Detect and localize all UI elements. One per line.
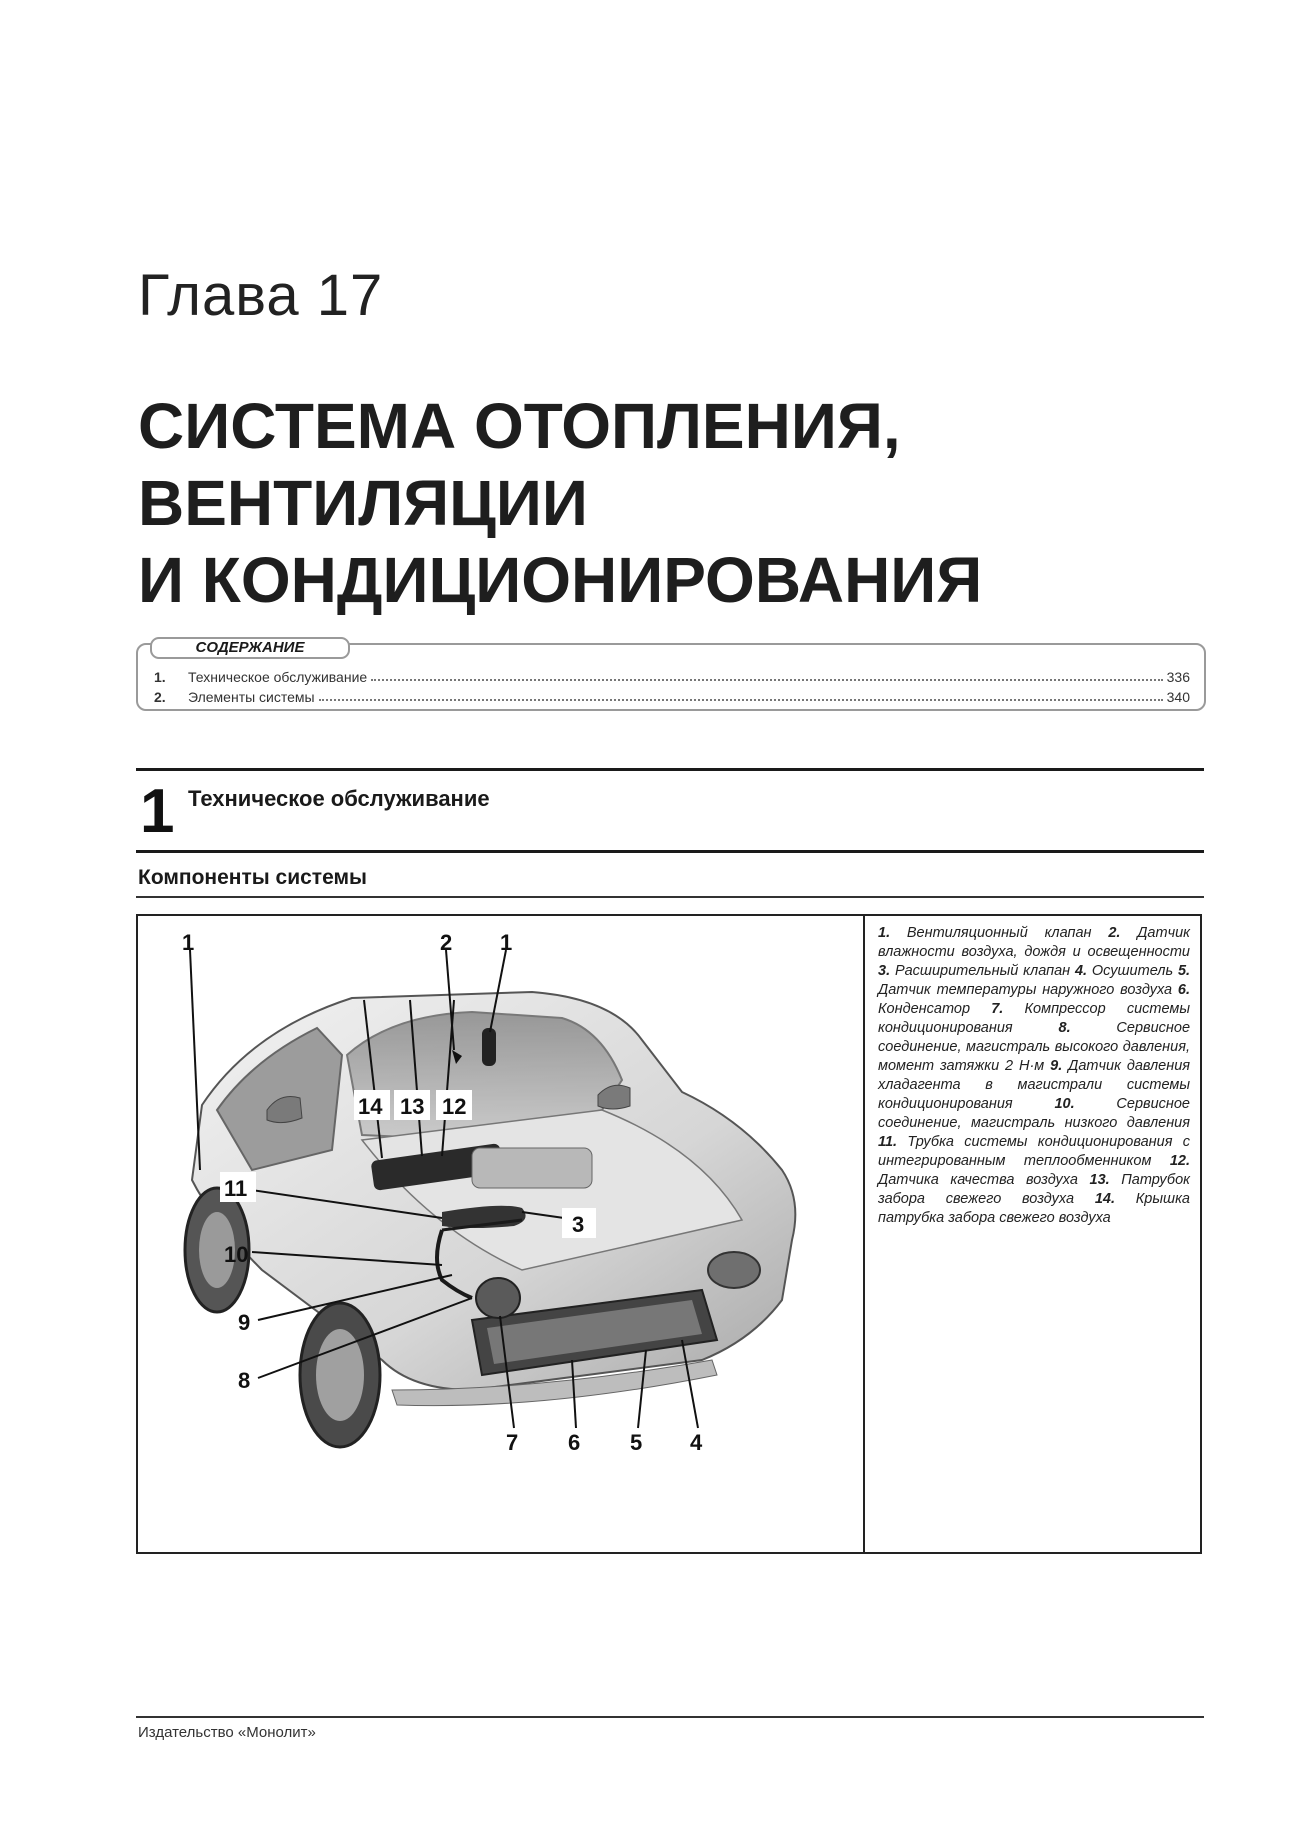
figure-box [136, 914, 1202, 1554]
toc-entry[interactable] [154, 685, 1190, 705]
legend-number: 9. [1050, 1058, 1063, 1074]
car-diagram [142, 920, 860, 1548]
callout-label: 4 [690, 1430, 703, 1455]
callout-label: 6 [568, 1430, 581, 1455]
legend-text: Датчик влажности воздуха, дождя и освещенности [878, 925, 1190, 960]
legend-number: 14. [1094, 1191, 1115, 1207]
legend-number: 3. [878, 963, 891, 979]
legend-number: 4. [1074, 963, 1088, 979]
section-number: 1 [140, 777, 175, 846]
section-title: Техническое обслуживание [188, 786, 490, 811]
chapter-number: Глава 17 [138, 263, 384, 328]
callout-label: 14 [358, 1094, 383, 1119]
toc-entry-page: 340 [1166, 689, 1190, 705]
chapter-title-line: ВЕНТИЛЯЦИИ [138, 467, 588, 539]
toc-entry-page: 336 [1166, 669, 1190, 685]
figure-divider [863, 916, 865, 1552]
section-rule-bottom [136, 850, 1204, 853]
legend-number: 2. [1108, 925, 1121, 941]
chapter-title-line: И КОНДИЦИОНИРОВАНИЯ [138, 544, 983, 616]
subsection-rule [136, 896, 1204, 898]
legend-number: 7. [991, 1001, 1004, 1017]
contents-heading: СОДЕРЖАНИЕ [150, 637, 350, 659]
figure-legend [878, 924, 1190, 1228]
toc-entry-label: Элементы системы [188, 689, 315, 705]
subsection-heading: Компоненты системы [138, 866, 367, 889]
callout-label: 8 [238, 1368, 251, 1393]
callout-label: 13 [400, 1094, 425, 1119]
toc-entry-number: 2. [154, 689, 166, 705]
legend-text: Крышка патрубка забора свежего воздуха [878, 1191, 1190, 1226]
legend-number: 13. [1089, 1172, 1110, 1188]
legend-number: 8. [1058, 1020, 1071, 1036]
toc-leader-dots [319, 699, 1163, 701]
callout-label: 2 [440, 930, 453, 955]
callout-label: 3 [572, 1212, 585, 1237]
callout-label: 9 [238, 1310, 251, 1335]
legend-text: Датчика качества воздуха [878, 1172, 1078, 1188]
legend-number: 1. [878, 925, 891, 941]
callout-label: 11 [224, 1176, 248, 1201]
callout-label: 10 [224, 1242, 249, 1267]
legend-text: Сервисное соединение, магистраль высокого давления, момент затяжки 2 Н·м [878, 1020, 1191, 1074]
legend-number: 12. [1169, 1153, 1191, 1169]
callout-label: 1 [500, 930, 513, 955]
section-rule-top [136, 768, 1204, 771]
legend-number: 10. [1054, 1096, 1075, 1112]
legend-number: 11. [878, 1134, 898, 1150]
legend-text: Вентиляционный клапан [906, 925, 1092, 941]
callout-label: 12 [442, 1094, 467, 1119]
legend-text: Осушитель [1091, 963, 1174, 979]
legend-number: 5. [1177, 963, 1191, 979]
legend-text: Компрессор системы кондиционирования [878, 1001, 1190, 1036]
callout-label: 7 [506, 1430, 519, 1455]
chapter-title [138, 388, 982, 619]
legend-text: Патрубок забора свежего воздуха [878, 1172, 1190, 1207]
legend-text: Датчик температуры наружного воздуха [878, 982, 1173, 998]
legend-text: Расширительный клапан [894, 963, 1071, 979]
publisher-footer: Издательство «Монолит» [138, 1724, 316, 1741]
legend-number: 6. [1177, 982, 1190, 998]
callout-label: 1 [182, 930, 195, 955]
toc-entry-label: Техническое обслуживание [188, 669, 368, 685]
callout-label: 5 [630, 1430, 643, 1455]
car-body [185, 992, 795, 1447]
contents-box [136, 639, 1206, 711]
toc-entry-number: 1. [154, 669, 166, 685]
legend-text: Конденсатор [878, 1001, 971, 1017]
toc-entry[interactable] [154, 665, 1190, 685]
chapter-title-line: СИСТЕМА ОТОПЛЕНИЯ, [138, 390, 901, 462]
legend-text: Датчик давления хладагента в магистрали системы кондиционирования [878, 1058, 1191, 1112]
legend-text: Сервисное соединение, магистраль низкого давления [878, 1096, 1190, 1131]
legend-text: Трубка системы кондиционирования с интегрированным теплообменником [878, 1134, 1190, 1169]
toc-leader-dots [371, 679, 1162, 681]
footer-rule [136, 1716, 1204, 1718]
